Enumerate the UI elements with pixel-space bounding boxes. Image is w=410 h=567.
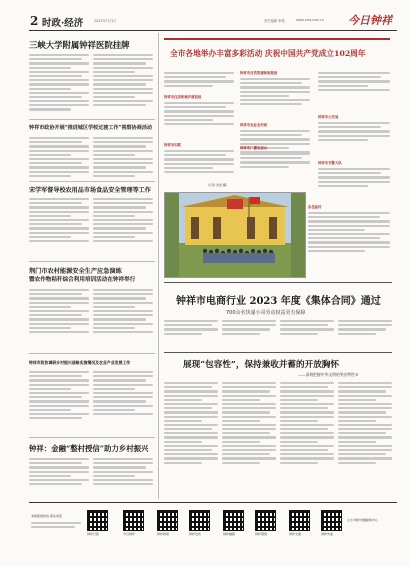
qr-code-3 [157,510,178,531]
feature-subhead: 钟祥市广播电视台 [240,146,268,150]
article-body [240,76,310,120]
article-title: 钟祥市政协调研乡村振兴战略实施情况及农业产业发展工作 [29,360,131,365]
article-title: 钟祥：金融“整村授信”助力乡村振兴 [29,444,149,453]
footer-right-info: 主办 钟祥市融媒体中心 [347,518,378,522]
qr-label: 钟祥市委 [321,532,334,536]
masthead [14,12,398,32]
feature-headline-box [164,38,390,70]
feature-subhead: 钟祥市自然资源和规划局 [240,71,278,75]
article-body [318,166,390,202]
editor-info: 责任编辑 审校 [264,19,285,23]
qr-code-2 [123,510,144,531]
article-body [93,52,153,125]
side-article [308,200,392,284]
main-subhead: 700余名快递小哥劳动权益更有保障 [226,310,306,316]
feature-subhead: 钟祥市公安局 [318,115,339,119]
feature-subhead: 钟祥市妇联 [164,143,181,147]
article-title: 荆门市农村能源安全生产应急演练 [29,268,122,275]
feature-column-2b [240,145,312,190]
article-body [318,120,390,156]
article-body [29,287,89,351]
qr-code-6 [255,510,276,531]
qr-code-7 [289,510,310,531]
article-body [318,70,390,98]
qr-label: 钟祥新闻 [157,532,170,536]
article-body [240,151,310,181]
feature-column-1 [164,70,236,190]
feature-subhead: 东岳庙村 [308,205,322,209]
qr-code-1 [87,510,108,531]
left-column [29,33,155,501]
main-story-body [164,318,392,350]
feature-subhead: 钟祥市住房和城乡建设局 [164,95,202,99]
article-body [29,196,89,260]
paper-logo: 今日钟祥 [348,14,392,27]
article-body [164,100,234,140]
qr-label: 钟祥文旅 [289,532,302,536]
section-name: 时政·经济 [42,18,84,29]
article-title: 宋学军督导校农用品市场食品安全管理等工作 [29,187,151,194]
qr-label: 钟祥观察 [255,532,268,536]
article-title: 暨农作物秸秆综合利用培训活动在钟祥举行 [29,277,136,283]
article-body [93,196,153,260]
qr-label: 钟祥发布 [189,532,202,536]
bottom-headline: 展现“包容性”，保持兼收并蓄的开放胸怀 [183,360,339,370]
feature-photo [164,192,306,278]
article-title: 三峡大学附属钟祥医院挂牌 [29,40,130,50]
article-body [29,369,89,437]
feature-subhead: 钟祥市农业农村局 [240,123,268,127]
footer-note: 本版新闻热线 联系电话 [31,514,62,518]
photo-illustration [165,193,305,277]
bottom-subhead: ——深刻把握中华文明的突出特性⑤ [298,372,359,377]
qr-code-8 [321,510,342,531]
page-number: 2 [30,14,39,28]
qr-code-4 [189,510,210,531]
issue-date: 2023年7月1日 [94,19,117,23]
masthead-rule [29,30,397,31]
qr-label: 今日钟祥 [123,532,136,536]
article-body [93,287,153,351]
qr-label: 钟祥日报 [87,532,100,536]
qr-code-5 [223,510,244,531]
article-body [164,70,234,92]
feature-subhead: 钟祥市交警大队 [318,161,342,165]
article-body [93,456,153,500]
article-body [29,456,89,500]
footer [29,504,397,552]
feature-headline: 全市各地举办丰富多彩活动 庆祝中国共产党成立102周年 [170,49,366,58]
qr-label: 钟祥融媒 [223,532,236,536]
main-headline: 钟祥市电商行业 2023 年度《集体合同》通过 [176,296,381,307]
article-body [308,210,390,270]
article-body [93,369,153,437]
bottom-feature-body [164,380,392,498]
photo-caption: （记者 余浩 摄） [206,183,229,187]
article-body [29,52,89,125]
article-title: 钟祥市政协开展“推进城区学校过渡工作”视察协商活动 [29,125,153,131]
website: www.zxw.com.cn [296,18,324,22]
